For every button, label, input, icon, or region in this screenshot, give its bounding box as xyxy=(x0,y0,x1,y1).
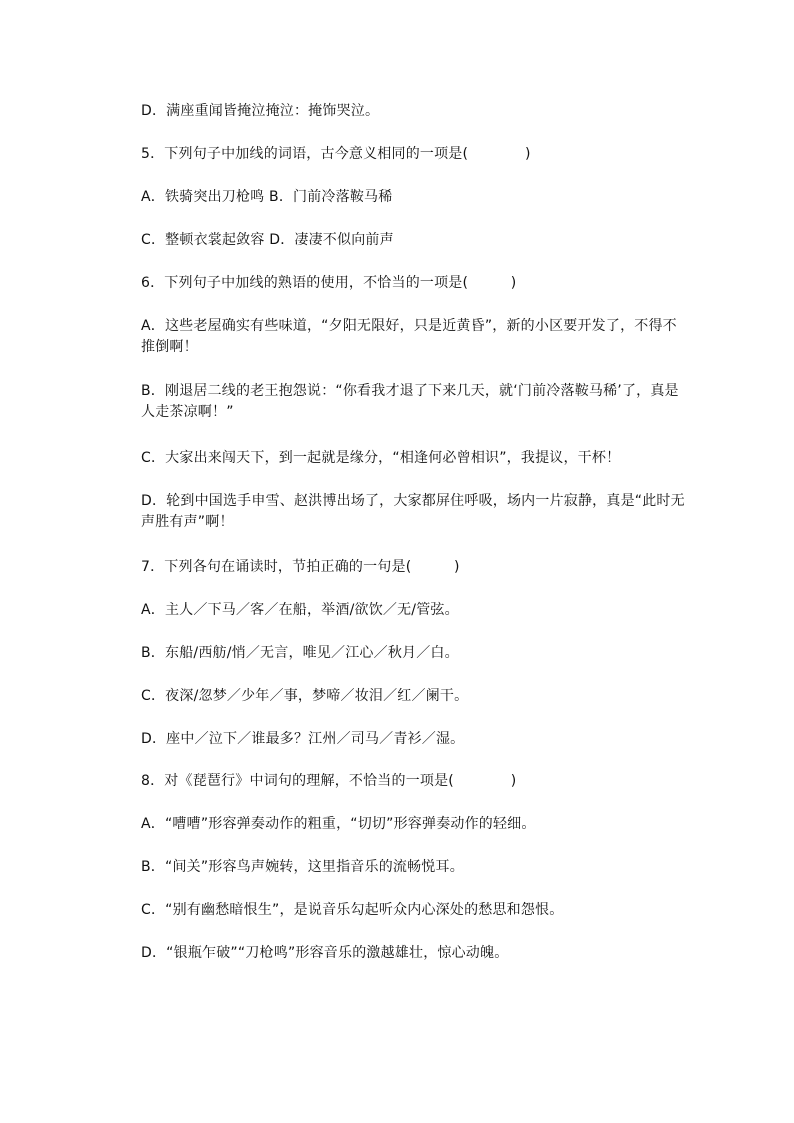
option-b-q6: B．刚退居二线的老王抱怨说：“你看我才退了下来几天，就‘门前冷落鞍马稀’了，真是人走茶凉啊！” xyxy=(141,383,679,420)
option-d-q8: D．“银瓶乍破”“刀枪鸣”形容音乐的激越雄壮，惊心动魄。 xyxy=(141,945,509,961)
option-a-q7: A．主人／下马／客／在船，举酒/欲饮／无/管弦。 xyxy=(141,602,459,618)
option-b-q8: B．“间关”形容鸟声婉转，这里指音乐的流畅悦耳。 xyxy=(141,859,464,875)
question-8: 8．对《琵琶行》中词句的理解，不恰当的一项是( ) xyxy=(141,773,517,789)
option-c-q8: C．“别有幽愁暗恨生”，是说音乐勾起听众内心深处的愁思和怨恨。 xyxy=(141,902,564,918)
option-d-q4: D．满座重闻皆掩泣掩泣：掩饰哭泣。 xyxy=(141,103,380,119)
options-ab-q5: A．铁骑突出刀枪鸣 B．门前冷落鞍马稀 xyxy=(141,189,393,205)
question-7: 7．下列各句在诵读时，节拍正确的一句是( ) xyxy=(141,559,460,575)
question-5: 5．下列句子中加线的词语，古今意义相同的一项是( ) xyxy=(141,146,531,162)
option-b-q7: B．东船/西舫/悄／无言，唯见／江心／秋月／白。 xyxy=(141,645,459,661)
option-d-q6: D．轮到中国选手申雪、赵洪博出场了，大家都屏住呼吸，场内一片寂静，真是“此时无声胜有声”啊！ xyxy=(141,493,685,530)
option-c-q6: C．大家出来闯天下，到一起就是缘分，“相逢何必曾相识”，我提议，干杯！ xyxy=(141,450,621,466)
option-a-q6: A．这些老屋确实有些味道，“夕阳无限好，只是近黄昏”，新的小区要开发了，不得不推倒啊！ xyxy=(141,318,677,355)
option-a-q8: A．“嘈嘈”形容弹奏动作的粗重，“切切”形容弹奏动作的轻细。 xyxy=(141,816,536,832)
option-c-q7: C．夜深/忽梦／少年／事，梦啼／妆泪／红／阑干。 xyxy=(141,688,469,704)
options-cd-q5: C．整顿衣裳起敛容 D．凄凄不似向前声 xyxy=(141,232,394,248)
question-6: 6．下列句子中加线的熟语的使用，不恰当的一项是( ) xyxy=(141,275,517,291)
option-d-q7: D．座中／泣下／谁最多？江州／司马／青衫／湿。 xyxy=(141,731,465,747)
